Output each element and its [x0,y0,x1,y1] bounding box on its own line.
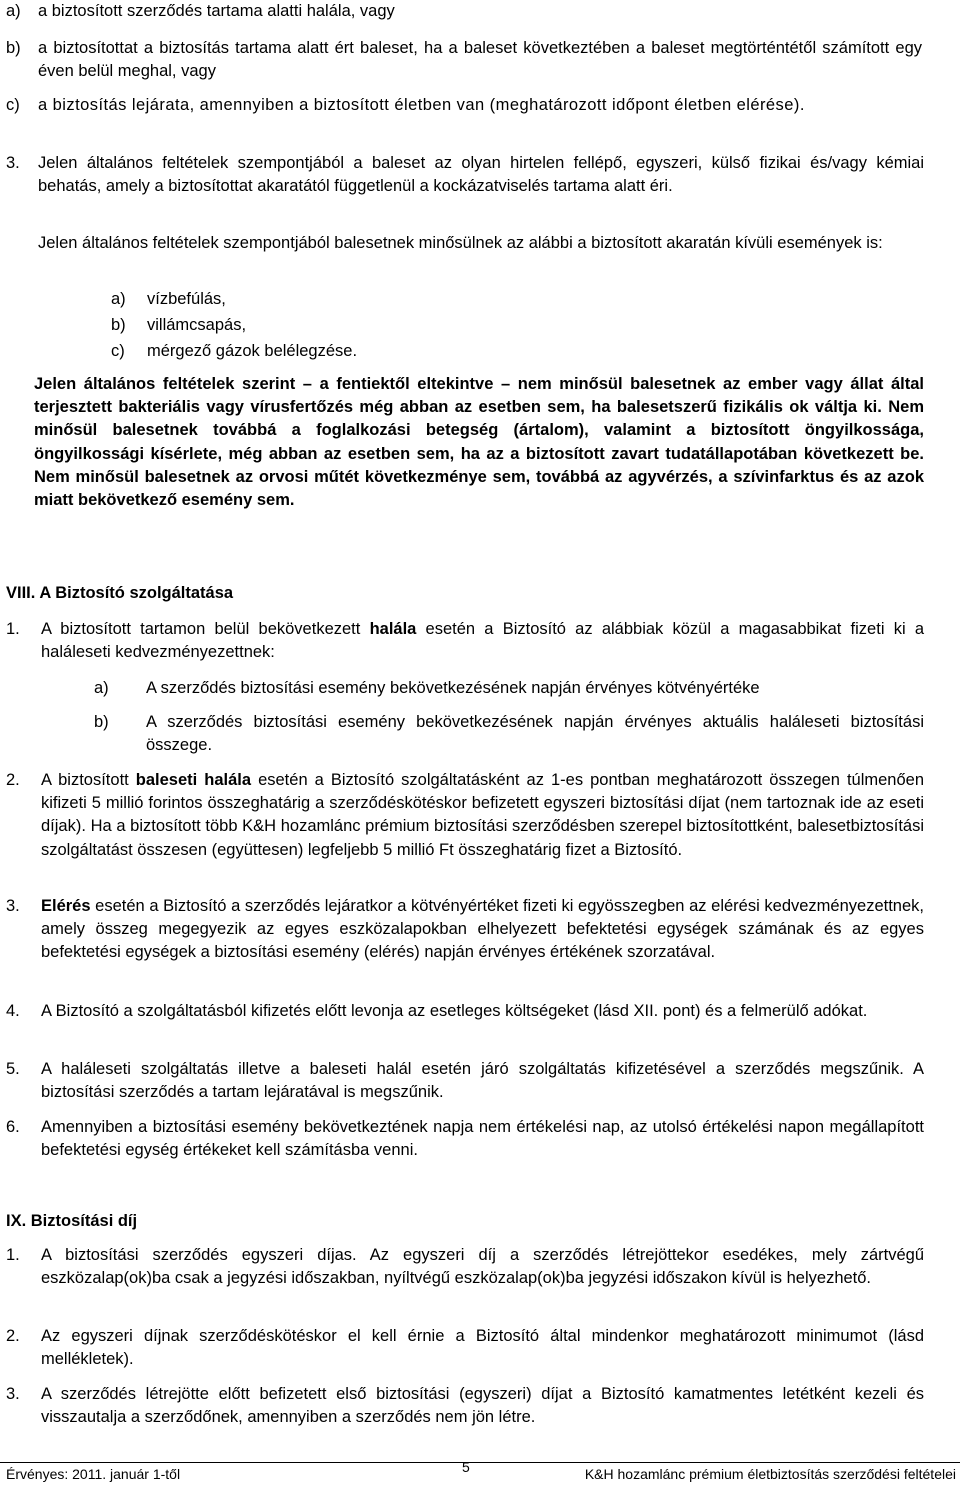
list-label: b) [111,316,126,334]
point-number: 6. [6,1118,20,1136]
paragraph: A Biztosító a szolgáltatásból kifizetés előtt levonja az esetleges költségeket (lásd XII. pont) és a felmerülő adókat. [41,1002,868,1020]
list-item-text: a biztosítottat a biztosítás tartama alatt ért baleset, ha a baleset következtében a baleset megtörténtétől számított egy éven belül meghal, vagy [38,39,922,81]
section-heading: IX. Biztosítási díj [6,1212,138,1230]
text-run: esetén a Biztosító a szerződés lejáratkor a kötvényértéket fizeti ki egyösszegben az elérési kedvezményezettnek, amely összeg megegyezik az egyes eszközalapokban elhelyezett befektetési egységek számának és az egyes befektetési egységek a biztosítási esemény (elérés) napján érvényes értékének szorzatával. [41,897,924,962]
list-item-text: A szerződés biztosítási esemény bekövetkezésének napján érvényes aktuális haláleseti biztosítási összege. [146,713,924,755]
point-number: 2. [6,1327,20,1345]
section-heading: VIII. A Biztosító szolgáltatása [6,584,234,602]
list-item-text: a biztosítás lejárata, amennyiben a biztosított életben van (meghatározott időpont életben elérése). [38,96,805,114]
page-number: 5 [462,1459,470,1475]
paragraph: A biztosítási szerződés egyszeri díjas. Az egyszeri díj a szerződés létrejöttekor esedékes, mely zártvégű eszközalap(ok)ba csak a jegyzési időszakban, nyíltvégű eszközalap(ok)ba jegyzési időszakon kívül is helyezhető. [41,1246,924,1288]
paragraph: Amennyiben a biztosítási esemény bekövetkeztének napja nem értékelési nap, az utolsó értékelési napon megállapított befektetési egység értékeket kell számításba venni. [41,1118,924,1160]
point-number: 3. [6,897,20,915]
paragraph: A szerződés létrejötte előtt befizetett első biztosítási (egyszeri) díjat a Biztosító kamatmentes letétként kezeli és visszautalja a szerződőnek, amennyiben a szerződés nem jön létre. [41,1385,924,1427]
paragraph: Az egyszeri díjnak szerződéskötéskor el kell érnie a Biztosító által mindenkor meghatározott minimumot (lásd mellékletek). [41,1327,924,1369]
paragraph: Jelen általános feltételek szempontjából balesetnek minősülnek az alábbi a biztosított akaratán kívüli események is: [38,234,883,252]
bold-text: halála [369,620,417,638]
list-item-text: mérgező gázok belélegzése. [147,342,358,360]
paragraph [41,895,924,965]
bold-paragraph: Jelen általános feltételek szerint – a fentiektől eltekintve – nem minősül balesetnek az ember vagy állat által terjesztett bakteriális vagy vírusfertőzés még abban az esetben sem, ha balesetszerű fizikális ok váltja ki. Nem minősül balesetnek továbbá a foglalkozási betegség (ártalom), valamint a biztosított öngyilkossága, öngyilkossági kísérlete, még abban az esetben sem, ha az a biztosított zavart tudatállapotában következett be. Nem minősül balesetnek az orvosi műtét következménye sem, továbbá az agyvérzés, a szívinfarktus és az azok miatt bekövetkező esemény sem. [34,375,924,510]
list-label: b) [94,713,109,731]
list-label: c) [6,96,20,114]
list-item-text: villámcsapás, [147,316,247,334]
list-label: c) [111,342,125,360]
list-item-text: A szerződés biztosítási esemény bekövetkezésének napján érvényes kötvényértéke [146,679,760,697]
paragraph: A haláleseti szolgáltatás illetve a baleseti halál esetén járó szolgáltatás kifizetésével a szerződés megszűnik. A biztosítási szerződés a tartam lejáratával is megszűnik. [41,1060,924,1102]
text-run: A biztosított [41,771,136,789]
paragraph [41,769,924,862]
list-label: a) [111,290,126,308]
text-run: A biztosított tartamon belül bekövetkezett [41,620,370,638]
footer-validity: Érvényes: 2011. január 1-től [6,1466,181,1482]
list-label: b) [6,39,21,57]
text-run: esetén a Biztosító szolgáltatásként az 1-es pontban meghatározott összegen túlmenően kifizeti 5 millió forintos összeghatárig a szerződéskötéskor befizetett egyszeri biztosítási díjat (nem tartoznak ide az eseti díjak). Ha a biztosított több K&H hozamlánc prémium biztosítási szerződésben szerepel biztosítottként, balesetbiztosítási szolgáltatást összesen (együttesen) legfeljebb 5 millió Ft összeghatárig fizet a Biztosító. [41,771,924,859]
point-number: 1. [6,620,20,638]
paragraph [41,618,924,664]
footer-divider [0,1462,960,1463]
point-number: 2. [6,771,20,789]
point-number: 5. [6,1060,20,1078]
paragraph: Jelen általános feltételek szempontjából a baleset az olyan hirtelen fellépő, egyszeri, külső fizikai és/vagy kémiai behatás, amely a biztosítottat akaratától függetlenül a kockázatviselés tartama alatt éri. [38,154,924,196]
point-number: 4. [6,1002,20,1020]
list-label: a) [94,679,109,697]
text-run: esetén a Biztosító az alábbiak közül a magasabbikat fizeti ki a haláleseti kedvezményezettnek: [41,620,924,662]
list-label: a) [6,2,21,20]
point-number: 3. [6,1385,20,1403]
list-item-text: a biztosított szerződés tartama alatti halála, vagy [38,2,395,20]
point-number: 1. [6,1246,20,1264]
bold-text: baleseti halála [135,771,252,789]
footer-document-title: K&H hozamlánc prémium életbiztosítás szerződési feltételei [584,1466,956,1482]
bold-text: Elérés [41,897,91,915]
list-item-text: vízbefúlás, [147,290,226,308]
point-number: 3. [6,154,20,172]
